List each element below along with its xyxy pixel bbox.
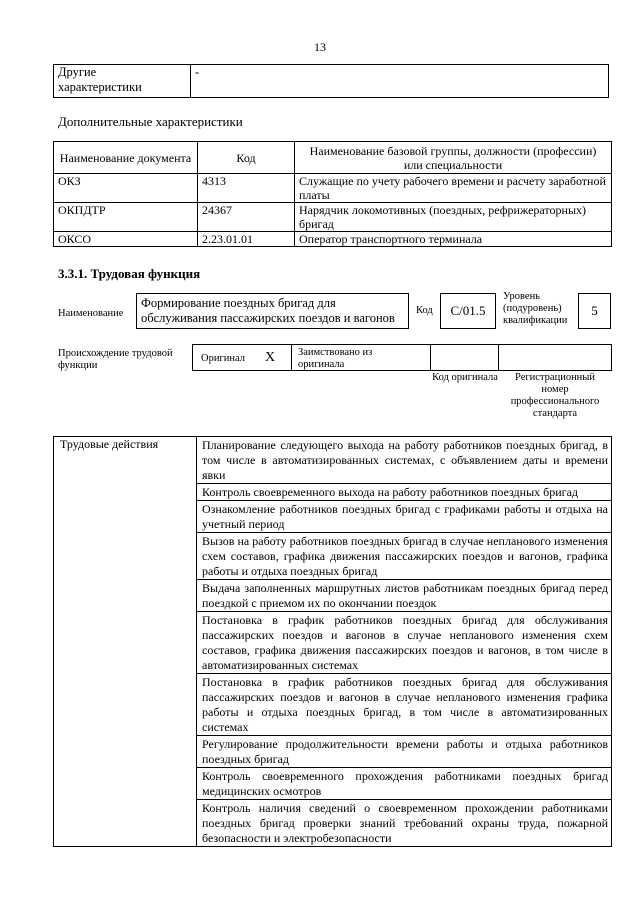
function-code-box: С/01.5 xyxy=(440,293,496,329)
column-header-doc-name: Наименование документа xyxy=(54,142,198,174)
labor-actions-label: Трудовые действия xyxy=(54,437,197,847)
labor-action-item: Постановка в график работников поездных бригад для обслуживания пассажирских поездов и вагонов в случае непланового изменения графика работы и отдыха поездных бригад, в том числе в автоматизированных системах xyxy=(197,674,612,736)
section-title: 3.3.1. Трудовая функция xyxy=(58,266,201,281)
labor-action-item: Контроль наличия сведений о своевременном прохождении работниками поездных бригад проверки знаний требований охраны труда, пожарной безопасности и электробезопасности xyxy=(197,800,612,847)
labor-action-item: Постановка в график работников поездных бригад для обслуживания пассажирских поездов и вагонов в случае непланового изменения схем составов, графика движения пассажирских поездов и вагонов, в том числе в автоматизированных системах xyxy=(197,612,612,674)
labor-action-item: Ознакомление работников поездных бригад с графиками работы и отдыха на учетный период xyxy=(197,501,612,533)
extra-characteristics-heading: Дополнительные характеристики xyxy=(58,114,243,129)
labor-action-item: Контроль своевременного прохождения работниками поездных бригад медицинских осмотров xyxy=(197,768,612,800)
name-label: Наименование xyxy=(58,308,124,319)
table-row: ОКЗ 4313 Служащие по учету рабочего времени и расчету заработной платы xyxy=(54,174,612,203)
original-label: Оригинал xyxy=(201,353,245,364)
labor-action-item: Вызов на работу работников поездных бригад в случае непланового изменения схем составов, графика движения пассажирских поездов и вагонов, графика работы и отдыха поездных бригад xyxy=(197,533,612,580)
labor-action-item: Регулирование продолжительности времени работы и отдыха работников поездных бригад xyxy=(197,736,612,768)
table-row xyxy=(54,437,612,484)
original-code-cell xyxy=(430,344,499,371)
labor-actions-table xyxy=(53,436,612,847)
code-label: Код xyxy=(416,305,433,316)
column-header-code: Код xyxy=(198,142,295,174)
column-header-base-group: Наименование базовой группы, должности (профессии) или специальности xyxy=(295,142,612,174)
labor-action-item: Контроль своевременного выхода на работу работников поездных бригад xyxy=(197,484,612,501)
original-code-caption: Код оригинала xyxy=(432,372,498,383)
table-row: ОКПДТР 24367 Нарядчик локомотивных (поездных, рефрижераторных) бригад xyxy=(54,203,612,232)
extra-characteristics-table xyxy=(53,141,612,247)
borrowed-cell xyxy=(291,344,431,371)
reg-number-cell xyxy=(498,344,612,371)
labor-action-item: Планирование следующего выхода на работу работников поездных бригад, в том числе в автоматизированных системах, с объявлением даты и времени явки xyxy=(197,437,612,484)
borrowed-label: Заимствовано из оригинала xyxy=(298,347,373,370)
origin-label: Происхождение трудовой функции xyxy=(58,348,173,371)
other-characteristics-table xyxy=(53,64,609,98)
labor-action-item: Выдача заполненных маршрутных листов работникам поездных бригад перед поездкой с приемом их по окончании поездок xyxy=(197,580,612,612)
page-number: 13 xyxy=(314,40,326,54)
qualification-level-label: Уровень (подуровень) квалификации xyxy=(503,291,568,326)
other-characteristics-label: Другие характеристики xyxy=(54,65,191,98)
function-name-box: Формирование поездных бригад для обслуживания пассажирских поездов и вагонов xyxy=(136,293,409,329)
reg-number-caption: Регистрационный номер профессионального стандарта xyxy=(510,372,600,419)
table-header-row xyxy=(54,142,612,174)
original-mark: X xyxy=(265,350,276,365)
other-characteristics-value: - xyxy=(191,65,609,98)
original-cell xyxy=(192,344,292,371)
table-row: ОКСО 2.23.01.01 Оператор транспортного терминала xyxy=(54,232,612,247)
qualification-level-box: 5 xyxy=(578,293,611,329)
